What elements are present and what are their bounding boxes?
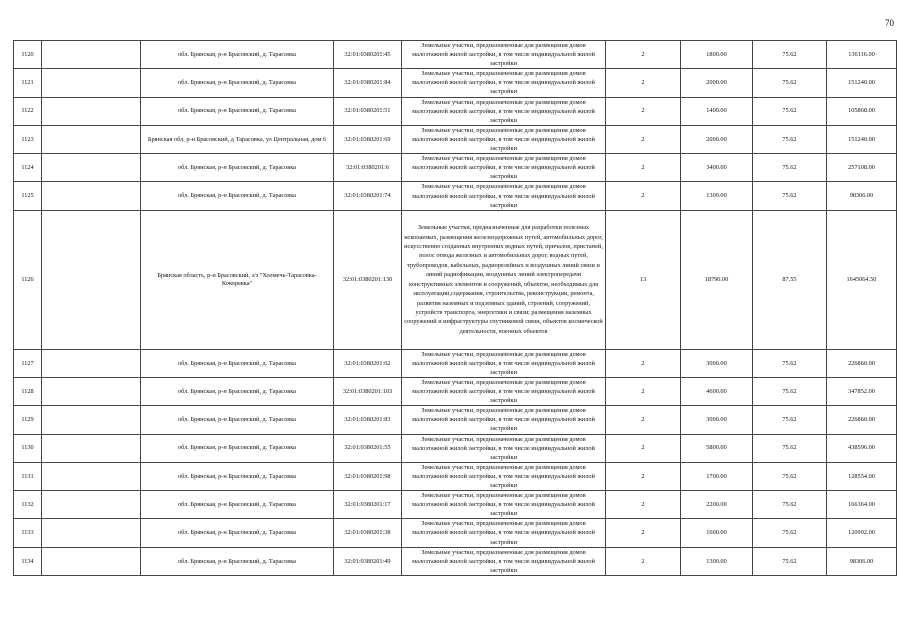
- cadastral-number-cell: 32:01:0380201:17: [334, 491, 402, 519]
- empty-cell: [42, 182, 141, 210]
- group-number-cell: 2: [606, 125, 681, 153]
- cadastral-number-cell: 32:01:0380201:130: [334, 210, 402, 349]
- page-number: 70: [885, 18, 894, 28]
- group-number-cell: 2: [606, 182, 681, 210]
- land-use-cell: Земельные участки, предназначенные для размещения домов малоэтажной жилой застройки, в том числе индивидуальной жилой застройки: [402, 406, 606, 434]
- area-cell: 1300.00: [681, 547, 753, 575]
- cadastral-number-cell: 32:01:0380201:45: [334, 41, 402, 69]
- land-use-cell: Земельные участки, предназначенные для размещения домов малоэтажной жилой застройки, в том числе индивидуальной жилой застройки: [402, 377, 606, 405]
- address-cell: Брянская область, р-н Брасовский, з/з "Холмечь-Тарасовка-Кокоревка": [141, 210, 334, 349]
- row-number-cell: 1120: [14, 41, 42, 69]
- empty-cell: [42, 462, 141, 490]
- unit-price-cell: 75.62: [753, 125, 827, 153]
- table-row: [14, 97, 897, 125]
- cadastral-number-cell: 32:01:0380201:38: [334, 519, 402, 547]
- table-row: [14, 349, 897, 377]
- area-cell: 3000.00: [681, 406, 753, 434]
- group-number-cell: 2: [606, 547, 681, 575]
- cadastral-number-cell: 32:01:0380201:84: [334, 69, 402, 97]
- unit-price-cell: 75.62: [753, 349, 827, 377]
- land-use-cell: Земельные участки, предназначенные для размещения домов малоэтажной жилой застройки, в том числе индивидуальной жилой застройки: [402, 154, 606, 182]
- cadastral-number-cell: 32:01:0380201:69: [334, 125, 402, 153]
- row-number-cell: 1121: [14, 69, 42, 97]
- row-number-cell: 1132: [14, 491, 42, 519]
- unit-price-cell: 75.62: [753, 406, 827, 434]
- group-number-cell: 2: [606, 69, 681, 97]
- area-cell: 1300.00: [681, 182, 753, 210]
- group-number-cell: 2: [606, 491, 681, 519]
- address-cell: обл. Брянская, р-н Брасовский, д. Тарасовка: [141, 154, 334, 182]
- area-cell: 1700.00: [681, 462, 753, 490]
- cadastral-number-cell: 32:01:0380201:98: [334, 462, 402, 490]
- area-cell: 2000.00: [681, 69, 753, 97]
- land-use-cell: Земельные участки, предназначенные для размещения домов малоэтажной жилой застройки, в том числе индивидуальной жилой застройки: [402, 182, 606, 210]
- area-cell: 1800.00: [681, 41, 753, 69]
- row-number-cell: 1130: [14, 434, 42, 462]
- cadastral-value-cell: 98306.00: [827, 547, 897, 575]
- row-number-cell: 1128: [14, 377, 42, 405]
- address-cell: обл. Брянская, р-н Брасовский, д. Тарасовка: [141, 349, 334, 377]
- table-row: [14, 182, 897, 210]
- group-number-cell: 2: [606, 154, 681, 182]
- address-cell: обл. Брянская, р-н Брасовский, д. Тарасовка: [141, 97, 334, 125]
- area-cell: 1400.00: [681, 97, 753, 125]
- empty-cell: [42, 519, 141, 547]
- empty-cell: [42, 154, 141, 182]
- address-cell: обл. Брянская, р-н Брасовский, д. Тарасовка: [141, 434, 334, 462]
- cadastral-value-cell: 438596.00: [827, 434, 897, 462]
- land-use-cell: Земельные участки, предназначенные для размещения домов малоэтажной жилой застройки, в том числе индивидуальной жилой застройки: [402, 69, 606, 97]
- unit-price-cell: 75.62: [753, 377, 827, 405]
- area-cell: 3400.00: [681, 154, 753, 182]
- cadastral-number-cell: 32:01:0380201:62: [334, 349, 402, 377]
- area-cell: 18790.00: [681, 210, 753, 349]
- cadastral-number-cell: 32:01:0380201:49: [334, 547, 402, 575]
- empty-cell: [42, 491, 141, 519]
- group-number-cell: 2: [606, 434, 681, 462]
- land-use-cell: Земельные участки, предназначенные для размещения домов малоэтажной жилой застройки, в том числе индивидуальной жилой застройки: [402, 434, 606, 462]
- group-number-cell: 2: [606, 406, 681, 434]
- cadastral-number-cell: 32:01:0380201:51: [334, 97, 402, 125]
- land-use-cell: Земельные участки, предназначенные для размещения домов малоэтажной жилой застройки, в том числе индивидуальной жилой застройки: [402, 491, 606, 519]
- cadastral-value-cell: 257108.00: [827, 154, 897, 182]
- group-number-cell: 2: [606, 377, 681, 405]
- row-number-cell: 1129: [14, 406, 42, 434]
- address-cell: обл. Брянская, р-н Брасовский, д. Тарасовка: [141, 377, 334, 405]
- area-cell: 1600.00: [681, 519, 753, 547]
- row-number-cell: 1124: [14, 154, 42, 182]
- unit-price-cell: 75.62: [753, 97, 827, 125]
- address-cell: обл. Брянская, р-н Брасовский, д. Тарасовка: [141, 41, 334, 69]
- land-register-table: [13, 40, 897, 576]
- area-cell: 2200.00: [681, 491, 753, 519]
- cadastral-value-cell: 151240.00: [827, 125, 897, 153]
- unit-price-cell: 75.62: [753, 434, 827, 462]
- area-cell: 5800.00: [681, 434, 753, 462]
- address-cell: обл. Брянская, р-н Брасовский, д. Тарасовка: [141, 406, 334, 434]
- row-number-cell: 1126: [14, 210, 42, 349]
- table-row: [14, 406, 897, 434]
- cadastral-value-cell: 98306.00: [827, 182, 897, 210]
- cadastral-number-cell: 32:01:0380201:55: [334, 434, 402, 462]
- empty-cell: [42, 69, 141, 97]
- table-row: [14, 69, 897, 97]
- table-row: [14, 154, 897, 182]
- unit-price-cell: 75.62: [753, 547, 827, 575]
- unit-price-cell: 75.62: [753, 41, 827, 69]
- cadastral-value-cell: 128554.00: [827, 462, 897, 490]
- address-cell: обл. Брянская, р-н Брасовский, д. Тарасовка: [141, 547, 334, 575]
- unit-price-cell: 75.62: [753, 154, 827, 182]
- cadastral-value-cell: 105868.00: [827, 97, 897, 125]
- unit-price-cell: 75.62: [753, 491, 827, 519]
- address-cell: обл. Брянская, р-н Брасовский, д. Тарасовка: [141, 491, 334, 519]
- group-number-cell: 2: [606, 97, 681, 125]
- land-use-cell: Земельные участки, предназначенные для размещения домов малоэтажной жилой застройки, в том числе индивидуальной жилой застройки: [402, 519, 606, 547]
- table-row: [14, 41, 897, 69]
- empty-cell: [42, 547, 141, 575]
- table-row: [14, 377, 897, 405]
- cadastral-number-cell: 32:01:0380201:74: [334, 182, 402, 210]
- group-number-cell: 13: [606, 210, 681, 349]
- land-use-cell: Земельные участки, предназначенные для размещения домов малоэтажной жилой застройки, в том числе индивидуальной жилой застройки: [402, 349, 606, 377]
- row-number-cell: 1122: [14, 97, 42, 125]
- row-number-cell: 1131: [14, 462, 42, 490]
- row-number-cell: 1134: [14, 547, 42, 575]
- land-use-cell: Земельные участки, предназначенные для размещения домов малоэтажной жилой застройки, в том числе индивидуальной жилой застройки: [402, 97, 606, 125]
- table-row: [14, 125, 897, 153]
- table-row: [14, 462, 897, 490]
- row-number-cell: 1133: [14, 519, 42, 547]
- empty-cell: [42, 406, 141, 434]
- address-cell: обл. Брянская, р-н Брасовский, д. Тарасовка: [141, 182, 334, 210]
- row-number-cell: 1127: [14, 349, 42, 377]
- unit-price-cell: 75.62: [753, 182, 827, 210]
- land-use-cell: Земельные участки, предназначенные для размещения домов малоэтажной жилой застройки, в том числе индивидуальной жилой застройки: [402, 462, 606, 490]
- cadastral-value-cell: 1645064.50: [827, 210, 897, 349]
- cadastral-value-cell: 226860.00: [827, 406, 897, 434]
- land-use-cell: Земельные участки, предназначенные для размещения домов малоэтажной жилой застройки, в том числе индивидуальной жилой застройки: [402, 41, 606, 69]
- address-cell: Брянская обл, р-н Брасовский, д Тарасовка, ул Центральная, дом 6: [141, 125, 334, 153]
- unit-price-cell: 75.62: [753, 519, 827, 547]
- address-cell: обл. Брянская, р-н Брасовский, д. Тарасовка: [141, 519, 334, 547]
- empty-cell: [42, 434, 141, 462]
- land-use-cell: Земельные участки, предназначенные для размещения домов малоэтажной жилой застройки, в том числе индивидуальной жилой застройки: [402, 125, 606, 153]
- land-use-cell: Земельные участки, предназначенные для размещения домов малоэтажной жилой застройки, в том числе индивидуальной жилой застройки: [402, 547, 606, 575]
- empty-cell: [42, 377, 141, 405]
- cadastral-value-cell: 226860.00: [827, 349, 897, 377]
- cadastral-value-cell: 136116.00: [827, 41, 897, 69]
- address-cell: обл. Брянская, р-н Брасовский, д. Тарасовка: [141, 69, 334, 97]
- cadastral-value-cell: 151240.00: [827, 69, 897, 97]
- row-number-cell: 1125: [14, 182, 42, 210]
- cadastral-value-cell: 347852.00: [827, 377, 897, 405]
- row-number-cell: 1123: [14, 125, 42, 153]
- area-cell: 2000.00: [681, 125, 753, 153]
- address-cell: обл. Брянская, р-н Брасовский, д. Тарасовка: [141, 462, 334, 490]
- empty-cell: [42, 97, 141, 125]
- land-use-cell: Земельные участки, предназначенные для разработки полезных ископаемых, размещения железнодорожных путей, автомобильных дорог, искусственно созданных внутренних водных путей, причалов, пристаней, полос отвода железных и автомобильных дорог, водных путей, трубопроводов, кабельных, радиорелейных и воздушных линий связи и линий радиофикации, воздушных линий электропередачи конструктивных элементов и сооружений, объектов, необходимых для эксплуатации,содержания, строительства, реконструкции, ремонта, развития наземных и подземных зданий, строений, сооружений, устройств транспорта, энергетики и связи; размещения наземных сооружений и инфраструктуры спутниковой связи, объектов космической деятельности, военных объектов: [402, 210, 606, 349]
- cadastral-number-cell: 32:01:0380201:103: [334, 377, 402, 405]
- cadastral-number-cell: 32:01:0380201:6: [334, 154, 402, 182]
- unit-price-cell: 75.62: [753, 69, 827, 97]
- table-row: [14, 434, 897, 462]
- group-number-cell: 2: [606, 41, 681, 69]
- group-number-cell: 2: [606, 462, 681, 490]
- group-number-cell: 2: [606, 349, 681, 377]
- area-cell: 3000.00: [681, 349, 753, 377]
- table-row: [14, 547, 897, 575]
- empty-cell: [42, 41, 141, 69]
- cadastral-number-cell: 32:01:0380201:83: [334, 406, 402, 434]
- unit-price-cell: 75.62: [753, 462, 827, 490]
- group-number-cell: 2: [606, 519, 681, 547]
- empty-cell: [42, 349, 141, 377]
- cadastral-value-cell: 166364.00: [827, 491, 897, 519]
- cadastral-value-cell: 120992.00: [827, 519, 897, 547]
- table-row: [14, 491, 897, 519]
- empty-cell: [42, 125, 141, 153]
- area-cell: 4600.00: [681, 377, 753, 405]
- table-row: [14, 519, 897, 547]
- unit-price-cell: 87.55: [753, 210, 827, 349]
- empty-cell: [42, 210, 141, 349]
- table-row: [14, 210, 897, 349]
